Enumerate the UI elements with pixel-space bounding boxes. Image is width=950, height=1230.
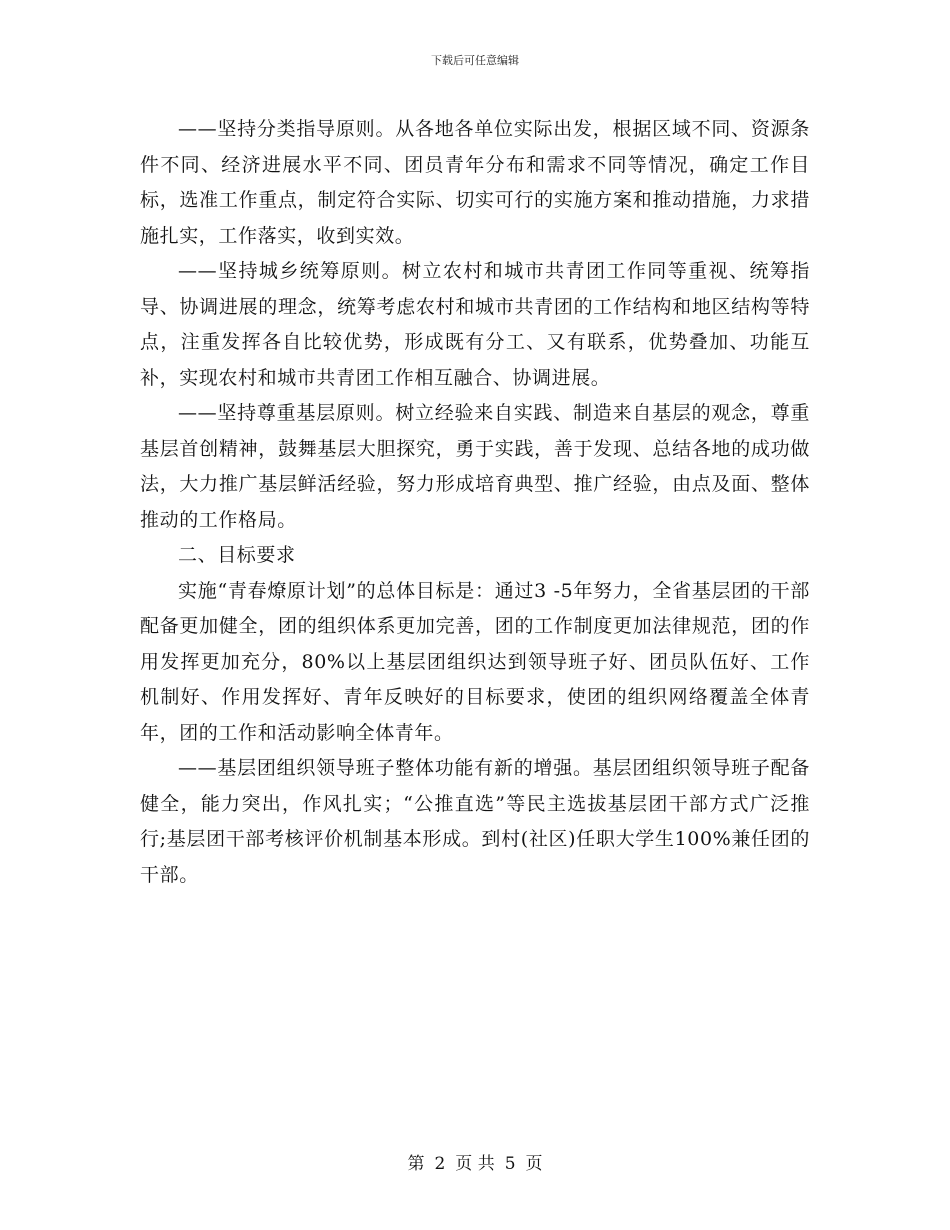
- document-body: [140, 112, 810, 893]
- page-header-note: 下载后可任意编辑: [431, 54, 519, 67]
- footer-current-page: 2: [434, 1154, 446, 1174]
- footer-prefix: 第: [407, 1154, 425, 1174]
- paragraph-overall-goal: 实施“青春燎原计划”的总体目标是：通过3 -5年努力，全省基层团的干部配备更加健全，团的组织体系更加完善，团的工作制度更加法律规范，团的作用发挥更加充分，80%以上基层团组织达到领导班子好、团员队伍好、工作机制好、作用发挥好、青年反映好的目标要求，使团的组织网络覆盖全体青年，团的工作和活动影响全体青年。: [140, 579, 810, 744]
- page-footer: [0, 1153, 950, 1175]
- footer-middle: 页 共: [455, 1154, 495, 1174]
- section-heading-goals: 二、目标要求: [178, 544, 296, 566]
- footer-suffix: 页: [525, 1154, 543, 1174]
- paragraph-leadership-enhancement: ——基层团组织领导班子整体功能有新的增强。基层团组织领导班子配备健全，能力突出，作风扎实；“公推直选”等民主选拔基层团干部方式广泛推行;基层团干部考核评价机制基本形成。到村(社区)任职大学生100%兼任团的干部。: [140, 757, 810, 886]
- paragraph-classified-guidance: ——坚持分类指导原则。从各地各单位实际出发，根据区域不同、资源条件不同、经济进展水平不同、团员青年分布和需求不同等情况，确定工作目标，选准工作重点，制定符合实际、切实可行的实施方案和推动措施，力求措施扎实，工作落实，收到实效。: [140, 118, 810, 247]
- paragraph-urban-rural-coordination: ——坚持城乡统筹原则。树立农村和城市共青团工作同等重视、统筹指导、协调进展的理念，统筹考虑农村和城市共青团的工作结构和地区结构等特点，注重发挥各自比较优势，形成既有分工、又有联系，优势叠加、功能互补，实现农村和城市共青团工作相互融合、协调进展。: [140, 260, 810, 389]
- footer-total-pages: 5: [504, 1154, 516, 1174]
- paragraph-respect-grassroots: ——坚持尊重基层原则。树立经验来自实践、制造来自基层的观念，尊重基层首创精神，鼓舞基层大胆探究，勇于实践，善于发现、总结各地的成功做法，大力推广基层鲜活经验，努力形成培育典型、推广经验，由点及面、整体推动的工作格局。: [140, 402, 810, 531]
